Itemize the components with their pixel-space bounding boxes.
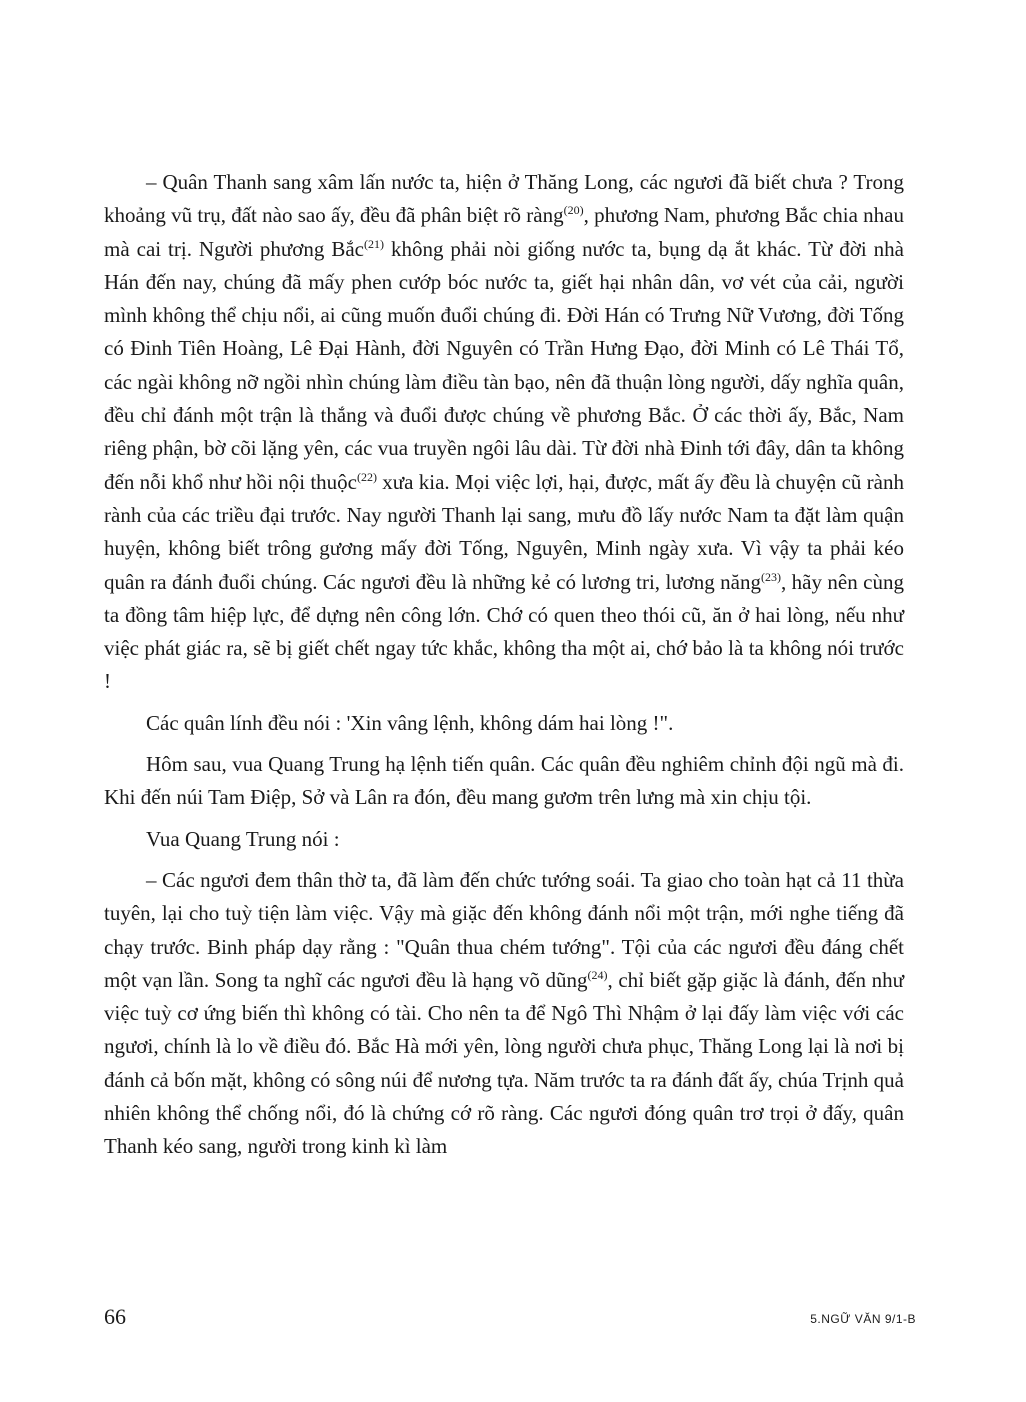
paragraph-5 <box>104 864 904 1164</box>
paragraph-1 <box>104 166 904 699</box>
footnote-ref-20: (20) <box>563 203 584 218</box>
page-body <box>104 166 904 1164</box>
footnote-ref-24: (24) <box>587 967 608 982</box>
page-number: 66 <box>104 1304 126 1329</box>
footnote-ref-23: (23) <box>761 569 782 584</box>
text-segment: không phải nòi giống nước ta, bụng dạ ắt khác. Từ đời nhà Hán đến nay, chúng đã mấy phen cướp bóc nước ta, giết hại nhân dân, vơ vét của cải, người mình không thể chịu nổi, ai cũng muốn đuổi chúng đi. Đời Hán có Trưng Nữ Vương, đời Tống có Đinh Tiên Hoàng, Lê Đại Hành, đời Nguyên có Trần Hưng Đạo, đời Minh có Lê Thái Tổ, các ngài không nỡ ngồi nhìn chúng làm điều tàn bạo, nên đã thuận lòng người, dấy nghĩa quân, đều chỉ đánh một trận là thắng và đuổi được chúng về phương Bắc. Ở các thời ấy, Bắc, Nam riêng phận, bờ cõi lặng yên, các vua truyền ngôi lâu dài. Từ đời nhà Đinh tới đây, dân ta không đến nỗi khổ như hồi nội thuộc <box>104 236 904 494</box>
footnote-ref-22: (22) <box>357 469 378 484</box>
paragraph-3 <box>104 748 904 815</box>
text-segment: Hôm sau, vua Quang Trung hạ lệnh tiến quân. Các quân đều nghiêm chỉnh đội ngũ mà đi. Khi đến núi Tam Điệp, Sở và Lân ra đón, đều mang gươm trên lưng mà xin chịu tội. <box>104 752 904 810</box>
text-segment: , hãy nên cùng ta đồng tâm hiệp lực, để dựng nên công lớn. Chớ có quen theo thói cũ, ăn ở hai lòng, nếu như việc phát giác ra, sẽ bị giết chết ngay tức khắc, không tha một ai, chớ bảo là ta không nói trước ! <box>104 569 904 694</box>
text-segment: , phương Nam, phương Bắc chia nhau mà cai trị. Người phương Bắc <box>104 203 904 261</box>
text-segment: Các quân lính đều nói : 'Xin vâng lệnh, không dám hai lòng !". <box>146 710 674 735</box>
text-segment: Vua Quang Trung nói : <box>146 826 340 851</box>
footnote-ref-21: (21) <box>363 236 384 251</box>
book-code: 5.NGỮ VĂN 9/1-B <box>810 1312 916 1326</box>
text-segment: xưa kia. Mọi việc lợi, hại, được, mất ấy đều là chuyện cũ rành rành của các triều đại trước. Nay người Thanh lại sang, mưu đồ lấy nước Nam ta đặt làm quận huyện, không biết trông gương mấy đời Tống, Nguyên, Minh ngày xưa. Vì vậy ta phải kéo quân ra đánh đuổi chúng. Các ngươi đều là những kẻ có lương tri, lương năng <box>104 469 904 594</box>
text-segment: , chỉ biết gặp giặc là đánh, đến như việc tuỳ cơ ứng biến thì không có tài. Cho nên ta để Ngô Thì Nhậm ở lại đấy làm việc với các ngươi, chính là lo về điều đó. Bắc Hà mới yên, lòng người chưa phục, Thăng Long lại là nơi bị đánh cả bốn mặt, không có sông núi để nương tựa. Năm trước ta ra đánh đất ấy, chúa Trịnh quả nhiên không thể chống nổi, đó là chứng cớ rõ ràng. Các ngươi đóng quân trơ trọi ở đấy, quân Thanh kéo sang, người trong kinh kì làm <box>104 967 904 1159</box>
paragraph-2 <box>104 707 904 740</box>
text-segment: – Quân Thanh sang xâm lấn nước ta, hiện ở Thăng Long, các ngươi đã biết chưa ? Trong khoảng vũ trụ, đất nào sao ấy, đều đã phân biệt rõ ràng <box>104 170 904 228</box>
paragraph-4 <box>104 823 904 856</box>
text-segment: – Các ngươi đem thân thờ ta, đã làm đến chức tướng soái. Ta giao cho toàn hạt cả 11 thừa tuyên, lại cho tuỳ tiện làm việc. Vậy mà giặc đến không đánh nổi một trận, mới nghe tiếng đã chạy trước. Binh pháp dạy rằng : "Quân thua chém tướng". Tội của các ngươi đều đáng chết một vạn lần. Song ta nghĩ các ngươi đều là hạng võ dũng <box>104 867 904 992</box>
